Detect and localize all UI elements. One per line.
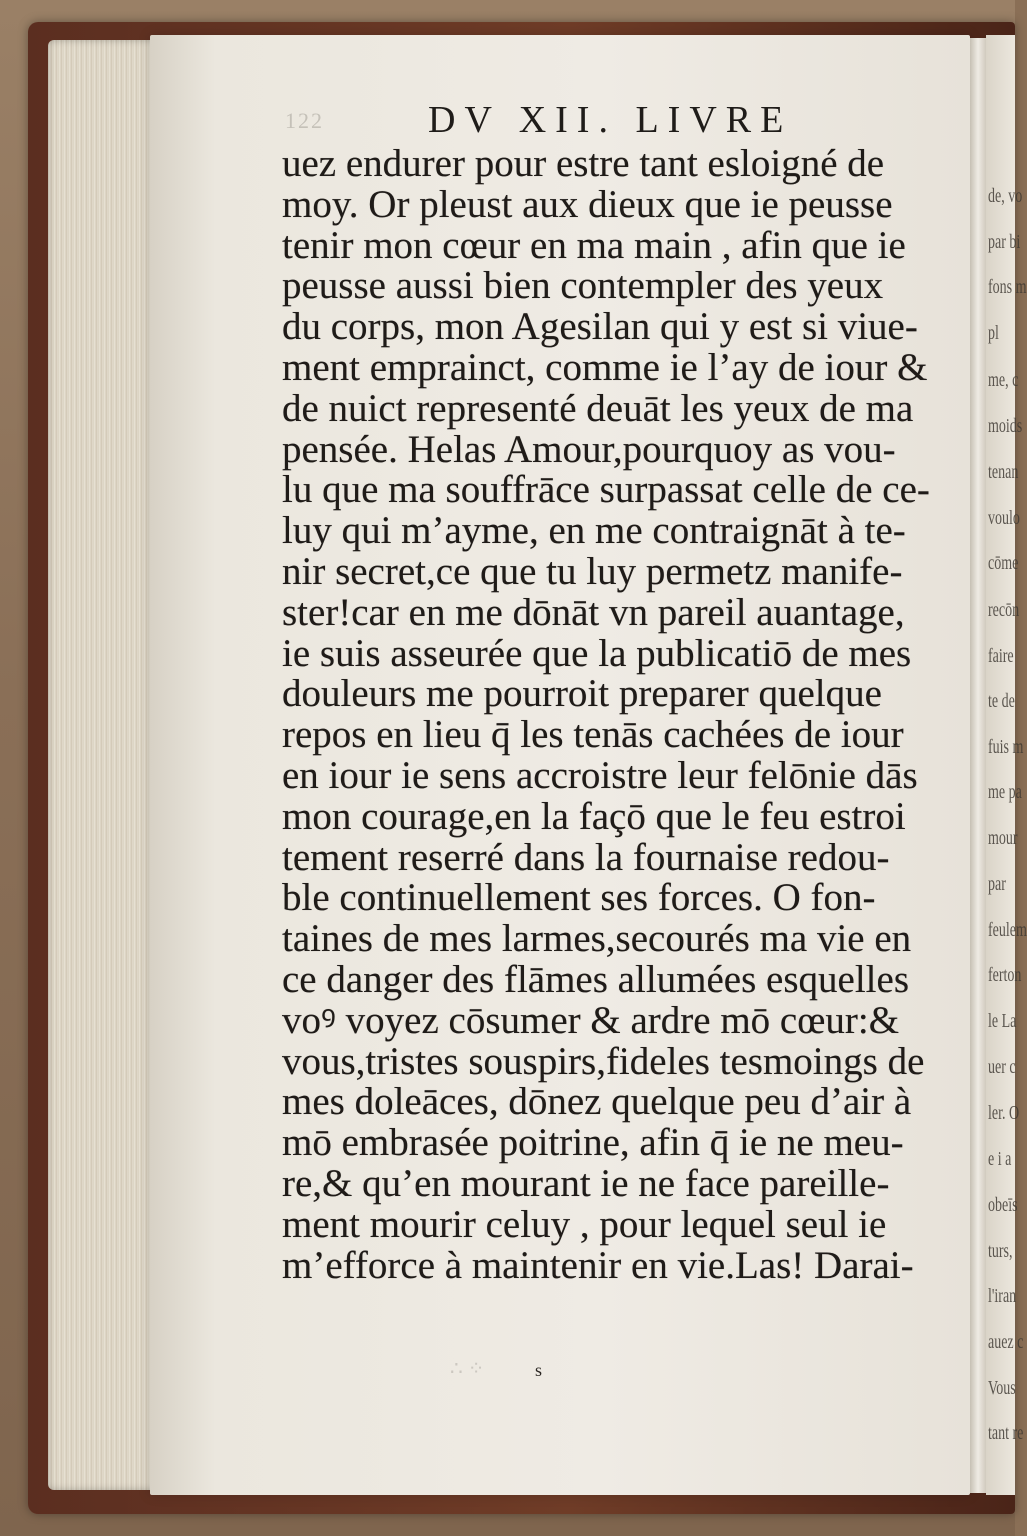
text-line: ble continuellement ses forces. O fon- — [282, 876, 876, 920]
adjacent-fragment: e i a — [988, 1148, 1012, 1170]
adjacent-fragment: le La — [988, 1010, 1017, 1032]
text-line: repos en lieu q̄ les tenās cachées de iour — [282, 713, 904, 757]
main-text-block — [282, 144, 940, 1286]
adjacent-fragment: voulo — [988, 507, 1020, 529]
adjacent-fragment: faire — [988, 645, 1014, 667]
text-line: re,& qu’en mourant ie ne face pareille- — [282, 1161, 890, 1205]
adjacent-fragment: tenan — [988, 461, 1019, 483]
adjacent-fragment: te de — [988, 690, 1015, 712]
text-line: mon courage,en la façō que le feu estroi — [282, 794, 906, 838]
adjacent-fragment: Vous — [988, 1377, 1016, 1399]
text-line: ment emprainct, comme ie l’ay de iour & — [282, 345, 928, 389]
ghost-marks: ∴ ⁘ — [450, 1358, 485, 1380]
adjacent-fragment: de, vo — [988, 185, 1023, 207]
adjacent-fragment: ferton — [988, 964, 1022, 986]
adjacent-fragment: recōn — [988, 599, 1020, 621]
text-line: moy. Or pleust aux dieux que ie peusse — [282, 182, 893, 226]
text-line: pensée. Helas Amour,pourquoy as vou- — [282, 427, 896, 471]
adjacent-fragment: obeīs — [988, 1194, 1018, 1216]
running-title: DV XII. LIVRE — [428, 99, 793, 141]
text-line: mō embrasée poitrine, afin q̄ ie ne meu- — [282, 1121, 904, 1165]
text-line: ment mourir celuy , pour lequel seul ie — [282, 1202, 887, 1246]
text-line: en iour ie sens accroistre leur felōnie dās — [282, 753, 918, 797]
adjacent-fragment: cōme — [988, 552, 1019, 574]
text-line: voꝰ voyez cōsumer & ardre mō cœur:& — [282, 998, 900, 1042]
faint-page-number: 122 — [285, 108, 324, 133]
text-line: m’efforce à maintenir en vie.Las! Darai- — [282, 1243, 914, 1287]
adjacent-fragment: mour — [988, 827, 1018, 849]
text-line: lu que ma souffrāce surpassat celle de ce- — [282, 468, 930, 512]
text-line: nir secret,ce que tu luy permetz manife- — [282, 549, 903, 593]
adjacent-page — [986, 35, 1027, 1495]
adjacent-fragment: feulem — [988, 919, 1027, 941]
adjacent-fragment: ler. O — [988, 1102, 1020, 1124]
text-line: peusse aussi bien contempler des yeux — [282, 264, 884, 308]
text-line: ie suis asseurée que la publicatiō de mes — [282, 631, 912, 675]
text-line: taines de mes larmes,secourés ma vie en — [282, 917, 912, 961]
text-line: uez endurer pour estre tant esloigné de — [282, 142, 885, 185]
text-line: luy qui m’ayme, en me contraignāt à te- — [282, 509, 906, 553]
adjacent-fragment: turs, — [988, 1240, 1013, 1262]
text-line: ce danger des flāmes allumées esquelles — [282, 957, 909, 1001]
text-line: tement reserré dans la fournaise redou- — [282, 835, 890, 879]
adjacent-fragment: par bi — [988, 231, 1021, 253]
adjacent-fragment: auez c — [988, 1331, 1024, 1353]
adjacent-fragment: me, c — [988, 369, 1019, 391]
adjacent-fragment: tant re — [988, 1422, 1024, 1444]
page-edges — [48, 40, 158, 1490]
adjacent-fragment: par — [988, 873, 1006, 895]
adjacent-fragment: moids — [988, 415, 1023, 437]
signature-mark: s — [535, 1360, 543, 1380]
book-gutter — [970, 38, 986, 1493]
text-line: mes doleāces, dōnez quelque peu d’air à — [282, 1080, 912, 1124]
adjacent-fragment: fons m — [988, 276, 1027, 298]
text-line: de nuict representé deuāt les yeux de ma — [282, 386, 914, 430]
text-line: tenir mon cœur en ma main , afin que ie — [282, 223, 906, 267]
text-line: douleurs me pourroit preparer quelque — [282, 672, 882, 716]
text-line: vous,tristes souspirs,fideles tesmoings de — [282, 1039, 925, 1083]
text-line: ster!car en me dōnāt vn pareil auantage, — [282, 590, 905, 634]
adjacent-fragment: me pa — [988, 781, 1022, 803]
adjacent-fragment: l'iran — [988, 1285, 1017, 1307]
adjacent-fragment: pl — [988, 322, 999, 344]
adjacent-fragment: fuis m — [988, 736, 1024, 758]
text-line: du corps, mon Agesilan qui y est si viue- — [282, 305, 918, 349]
adjacent-fragment: uer c — [988, 1056, 1016, 1078]
